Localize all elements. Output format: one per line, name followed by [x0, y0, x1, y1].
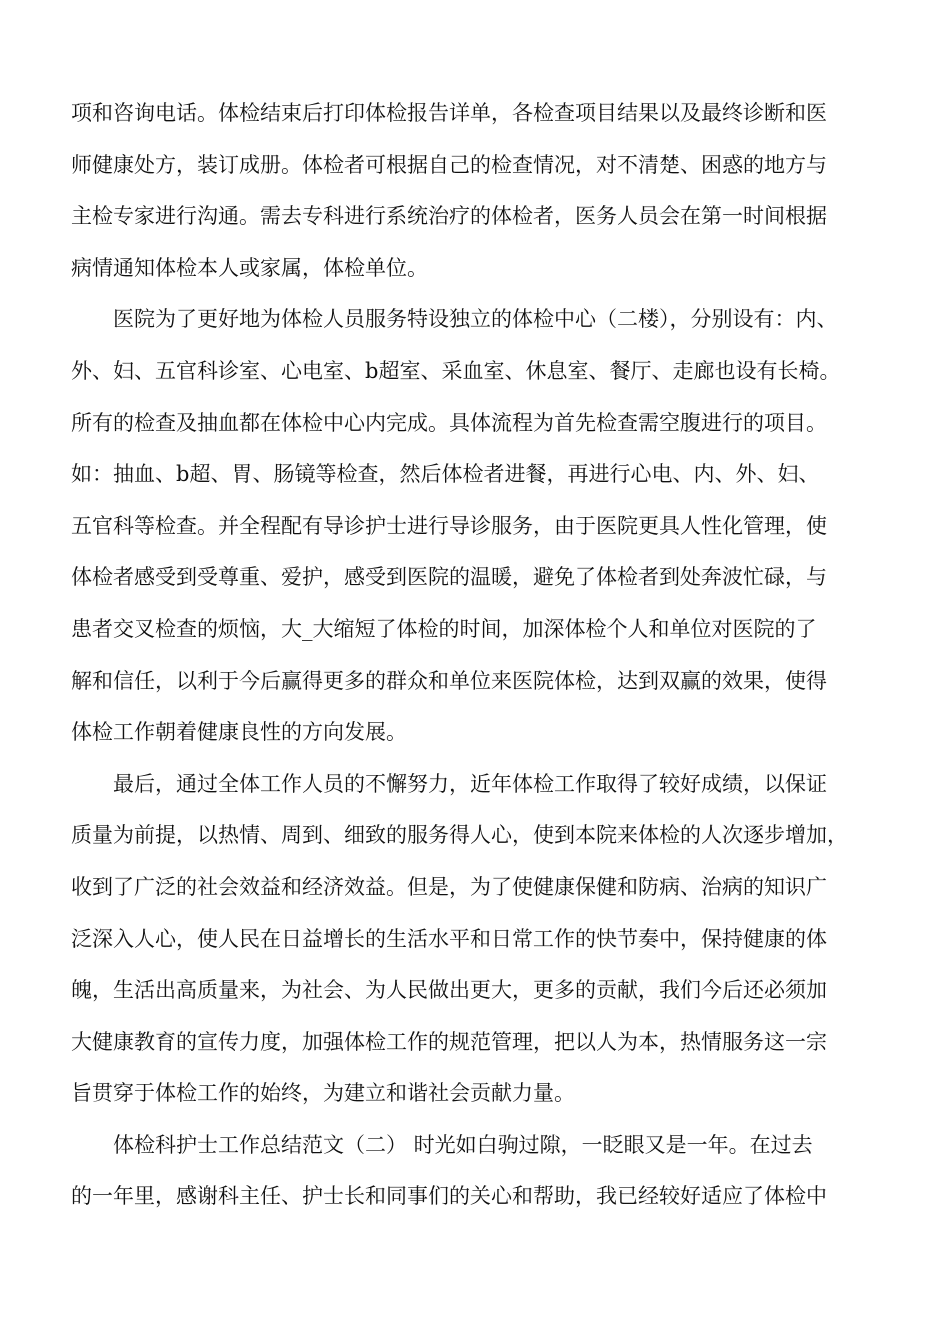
text-line: 病情通知体检本人或家属，体检单位。 — [71, 255, 428, 280]
text-line: 收到了广泛的社会效益和经济效益。但是，为了使健康保健和防病、治病的知识广 — [71, 874, 827, 899]
text-line: 泛深入人心，使人民在日益增长的生活水平和日常工作的快节奏中，保持健康的体 — [71, 926, 827, 951]
text-line: 外、妇、五官科诊室、心电室、b超室、采血室、休息室、餐厅、走廊也设有长椅。 — [71, 358, 841, 383]
text-line: 质量为前提，以热情、周到、细致的服务得人心，使到本院来体检的人次逐步增加， — [71, 823, 848, 848]
text-line: 所有的检查及抽血都在体检中心内完成。具体流程为首先检查需空腹进行的项目。 — [71, 410, 827, 435]
text-line: 解和信任，以利于今后赢得更多的群众和单位来医院体检，达到双赢的效果，使得 — [71, 668, 827, 693]
text-line: 体检科护士工作总结范文（二） 时光如白驹过隙，一眨眼又是一年。在过去 — [113, 1132, 813, 1157]
text-line: 师健康处方，装订成册。体检者可根据自己的检查情况，对不清楚、困惑的地方与 — [71, 152, 827, 177]
text-line: 魄，生活出高质量来，为社会、为人民做出更大，更多的贡献，我们今后还必须加 — [71, 978, 827, 1003]
paragraph-2 — [71, 294, 891, 758]
text-line: 最后，通过全体工作人员的不懈努力，近年体检工作取得了较好成绩，以保证 — [113, 771, 827, 796]
text-line: 主检专家进行沟通。需去专科进行系统治疗的体检者，医务人员会在第一时间根据 — [71, 204, 827, 229]
paragraph-1 — [71, 88, 891, 294]
text-line: 体检工作朝着健康良性的方向发展。 — [71, 720, 407, 745]
text-line: 的一年里，感谢科主任、护士长和同事们的关心和帮助，我已经较好适应了体检中 — [71, 1184, 827, 1209]
text-line: 患者交叉检查的烦恼，大_大缩短了体检的时间，加深体检个人和单位对医院的了 — [71, 616, 817, 641]
document-body — [71, 88, 891, 1223]
text-line: 五官科等检查。并全程配有导诊护士进行导诊服务，由于医院更具人性化管理，使 — [71, 513, 827, 538]
text-line: 医院为了更好地为体检人员服务特设独立的体检中心（二楼），分别设有：内、 — [113, 307, 838, 332]
paragraph-3 — [71, 759, 891, 1120]
text-line: 旨贯穿于体检工作的始终，为建立和谐社会贡献力量。 — [71, 1081, 575, 1106]
text-line: 体检者感受到受尊重、爱护，感受到医院的温暖，避免了体检者到处奔波忙碌，与 — [71, 565, 827, 590]
text-line: 大健康教育的宣传力度，加强体检工作的规范管理，把以人为本，热情服务这一宗 — [71, 1029, 827, 1054]
text-line: 项和咨询电话。体检结束后打印体检报告详单，各检查项目结果以及最终诊断和医 — [71, 101, 827, 125]
paragraph-4 — [71, 1120, 891, 1223]
text-line: 如：抽血、b超、胃、肠镜等检查，然后体检者进餐，再进行心电、内、外、妇、 — [71, 462, 820, 487]
